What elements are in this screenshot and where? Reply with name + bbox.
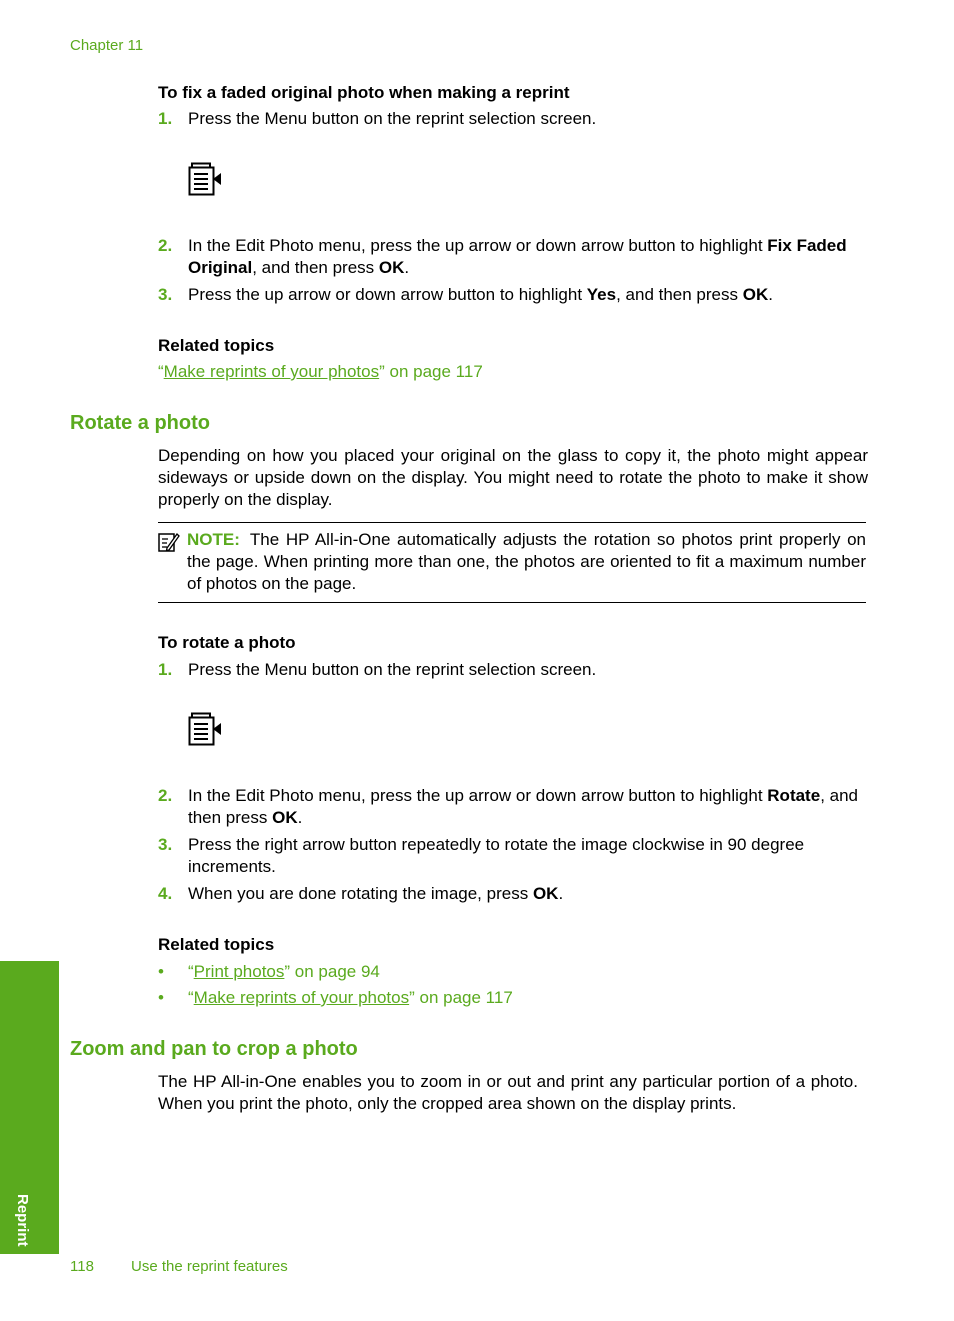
footer-section-title: Use the reprint features	[131, 1258, 288, 1275]
fix-faded-step-3	[158, 284, 858, 306]
chapter-label: Chapter 11	[70, 37, 144, 54]
menu-button-icon	[188, 162, 222, 196]
note-label: NOTE:	[187, 530, 240, 549]
step-text: Press the Menu button on the reprint selection screen.	[188, 109, 597, 128]
bullet: •	[158, 962, 164, 981]
step-text: Press the Menu button on the reprint selection screen.	[188, 660, 597, 679]
related-topics-heading: Related topics	[158, 935, 275, 954]
step-number: 4.	[158, 884, 173, 903]
side-tab-label: Reprint	[14, 1193, 31, 1246]
rotate-step-1	[158, 659, 858, 681]
related-link-print-photos[interactable]: • “Print photos” on page 94	[158, 962, 380, 981]
related-topics-heading: Related topics	[158, 336, 275, 355]
fix-faded-step-1	[158, 108, 858, 130]
rotate-step-2	[158, 785, 858, 829]
step-text: Press the up arrow or down arrow button to highlight Yes, and then press OK.	[188, 285, 773, 304]
related-link-make-reprints[interactable]: “Make reprints of your photos” on page 117	[158, 362, 483, 381]
step-text: When you are done rotating the image, press OK.	[188, 884, 564, 903]
note-box	[158, 522, 866, 603]
step-text: Press the right arrow button repeatedly to rotate the image clockwise in 90 degree increments.	[188, 835, 805, 876]
step-text: In the Edit Photo menu, press the up arrow or down arrow button to highlight Rotate, and then press OK.	[188, 786, 858, 827]
note-pencil-icon	[158, 531, 180, 553]
step-number: 3.	[158, 835, 173, 854]
related-link-make-reprints[interactable]: • “Make reprints of your photos” on page 117	[158, 988, 513, 1007]
rotate-proc-title: To rotate a photo	[158, 633, 296, 652]
bullet: •	[158, 988, 164, 1007]
make-reprints-link[interactable]: Make reprints of your photos	[163, 362, 380, 381]
step-number: 2.	[158, 236, 173, 255]
step-number: 1.	[158, 109, 173, 128]
note-text: NOTE: The HP All-in-One automatically adjusts the rotation so photos print properly on the page. When printing more than one, the photos are oriented to fit a maximum number of photos on the page.	[187, 530, 866, 593]
zoom-heading: Zoom and pan to crop a photo	[70, 1038, 358, 1060]
make-reprints-link[interactable]: Make reprints of your photos	[193, 988, 410, 1007]
rotate-step-4	[158, 883, 858, 905]
zoom-intro: The HP All-in-One enables you to zoom in or out and print any particular portion of a photo. When you print the photo, only the cropped area shown on the display prints.	[158, 1072, 858, 1113]
print-photos-link[interactable]: Print photos	[193, 962, 285, 981]
side-tab	[0, 961, 59, 1254]
step-text: In the Edit Photo menu, press the up arrow or down arrow button to highlight Fix Faded Original, and then press OK.	[188, 236, 847, 277]
rotate-heading: Rotate a photo	[70, 412, 210, 434]
rotate-intro: Depending on how you placed your original on the glass to copy it, the photo might appear sideways or upside down on the display. You might need to rotate the photo to make it show properly on the display.	[158, 446, 868, 509]
fix-faded-title: To fix a faded original photo when making a reprint	[158, 83, 570, 102]
rotate-step-3	[158, 834, 858, 878]
fix-faded-step-2	[158, 235, 858, 279]
step-number: 3.	[158, 285, 173, 304]
step-number: 1.	[158, 660, 173, 679]
menu-button-icon	[188, 712, 222, 746]
step-number: 2.	[158, 786, 173, 805]
page-number: 118	[70, 1258, 94, 1275]
